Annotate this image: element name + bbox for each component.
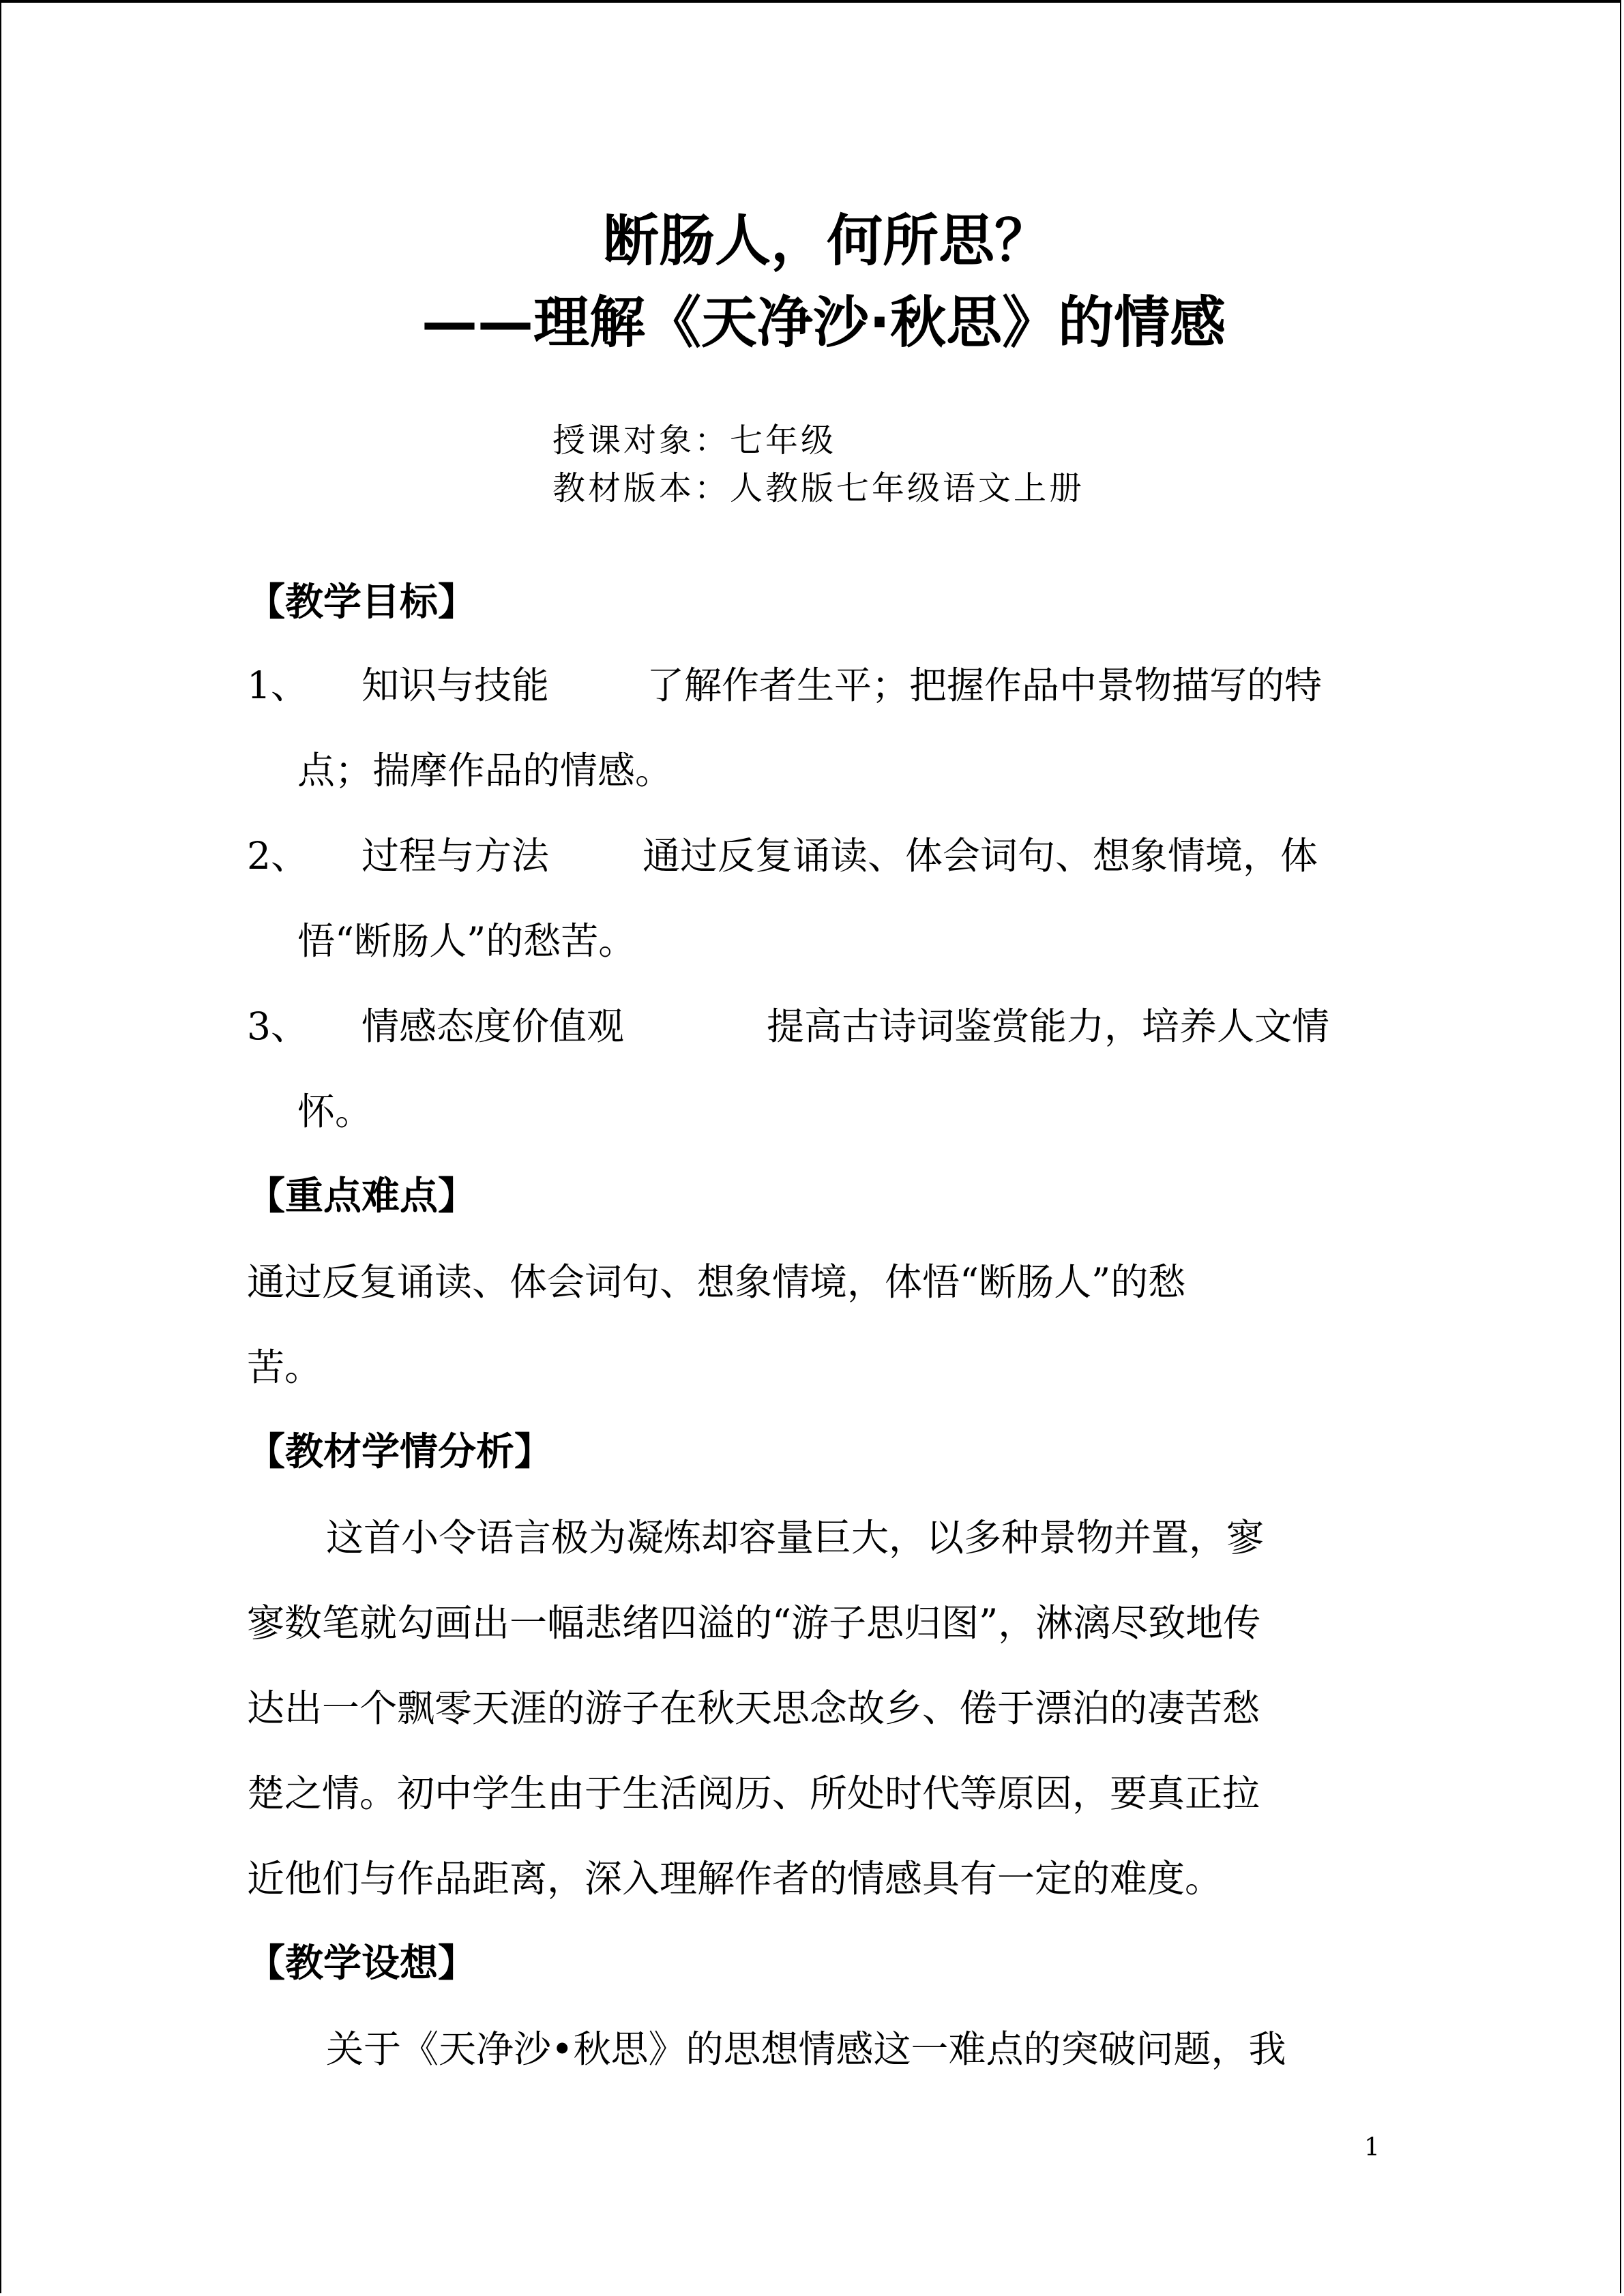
- heading-objectives: 【教学目标】: [247, 580, 476, 625]
- document-title: 断肠人，何所思？: [603, 209, 1051, 273]
- objective-text-continued: 悟“断肠人”的愁苦。: [297, 919, 636, 963]
- meta-audience: 授课对象：七年级: [552, 421, 837, 460]
- objective-number: 3、: [247, 1004, 308, 1048]
- heading-key-points: 【重点难点】: [247, 1174, 476, 1219]
- objective-number: 1、: [247, 664, 308, 707]
- objective-text: 提高古诗词鉴赏能力，培养人文情: [767, 1004, 1330, 1048]
- objective-text-continued: 怀。: [297, 1090, 373, 1133]
- objective-text-continued: 点；揣摩作品的情感。: [297, 749, 673, 792]
- objective-text: 了解作者生平；把握作品中景物描写的特: [647, 664, 1323, 707]
- key-points-text-continued: 苦。: [247, 1345, 323, 1389]
- objective-category: 过程与方法: [361, 834, 550, 878]
- analysis-paragraph-line: 这首小令语言极为凝炼却容量巨大，以多种景物并置，寥: [326, 1516, 1265, 1560]
- analysis-paragraph-line: 楚之情。初中学生由于生活阅历、所处时代等原因，要真正拉: [247, 1772, 1260, 1815]
- analysis-paragraph-line: 寥数笔就勾画出一幅悲绪四溢的“游子思归图”，淋漓尽致地传: [247, 1601, 1261, 1645]
- objective-text: 通过反复诵读、体会词句、想象情境，体: [643, 834, 1318, 878]
- page-number: 1: [1364, 2134, 1380, 2162]
- heading-analysis: 【教材学情分析】: [247, 1430, 552, 1474]
- analysis-paragraph-line: 近他们与作品距离，深入理解作者的情感具有一定的难度。: [247, 1857, 1223, 1900]
- objective-category: 知识与技能: [361, 664, 550, 707]
- document-subtitle: ——理解《天净沙·秋思》的情感: [422, 290, 1226, 355]
- objective-number: 2、: [247, 834, 308, 878]
- heading-design: 【教学设想】: [247, 1941, 476, 1986]
- objective-category: 情感态度价值观: [361, 1004, 625, 1048]
- analysis-paragraph-line: 达出一个飘零天涯的游子在秋天思念故乡、倦于漂泊的凄苦愁: [247, 1686, 1260, 1730]
- key-points-text: 通过反复诵读、体会词句、想象情境，体悟“断肠人”的愁: [247, 1260, 1186, 1304]
- design-paragraph-line: 关于《天净沙•秋思》的思想情感这一难点的突破问题，我: [326, 2027, 1286, 2071]
- meta-textbook: 教材版本：人教版七年级语文上册: [552, 469, 1085, 507]
